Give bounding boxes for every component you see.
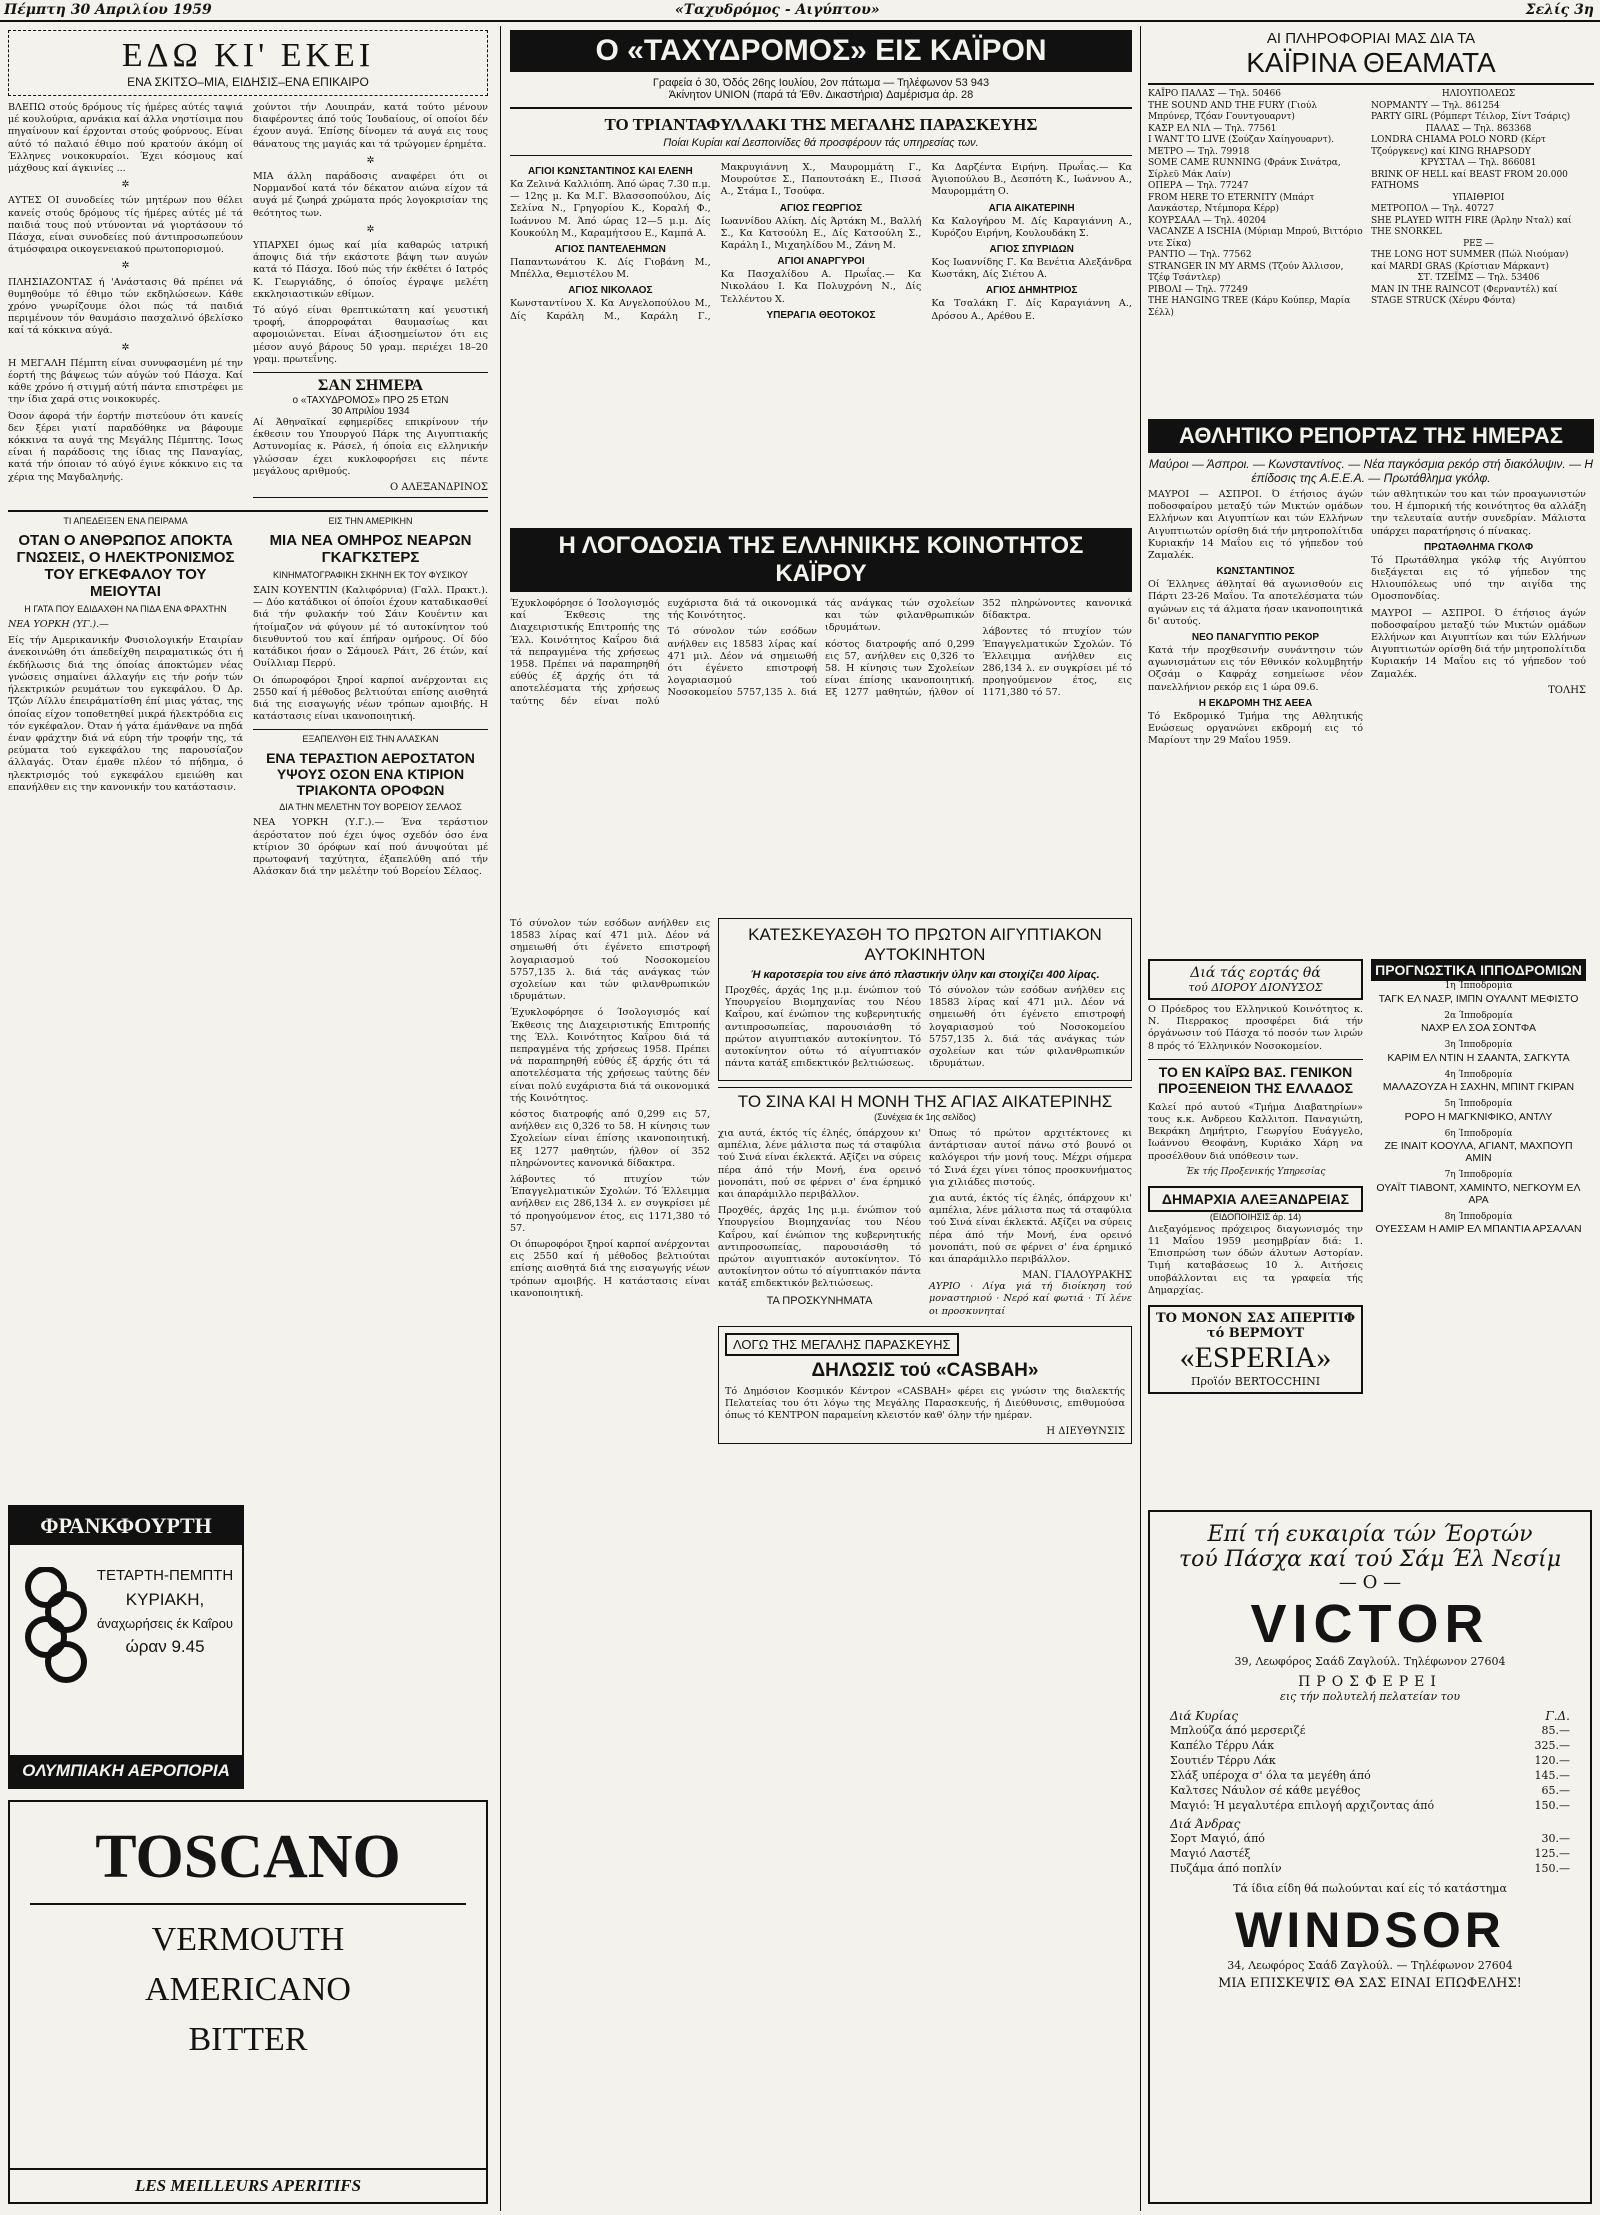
edo-subtitle: ΕΝΑ ΣΚΙΤΣΟ–ΜΙΑ, ΕΙΔΗΣΙΣ–ΕΝΑ ΕΠΙΚΑΙΡΟ: [127, 75, 369, 89]
cinema-name: ΡΙΒΟΛΙ — Τηλ. 77249: [1148, 284, 1248, 295]
paragraph: Καλεί πρό αυτού «Τμήμα Διαβατηρίων» τους κ.κ. Ανδρεου Καλλιτοπ. Παναγιώτη, Βεκράκη Δημήτριο, Γεωργίου Ευάγγελο, Ιωάννου Θεοφάνη, Κυριάκο Χάρη να προσέλθουν διά υπόθεσιν των.: [1148, 1101, 1363, 1162]
subhead: ΚΩΝΣΤΑΝΤΙΝΟΣ: [1216, 566, 1295, 578]
paragraph: Προχθές, άρχάς 1ης μ.μ. ένώπιον τού Υπουργείου Βιομηχανίας του Νέου Καΐρου, καί ένώπιον της κυβερνητικής αντιπροσωπείας, παρουσιάσθη τό πρώτον αιγυπτιακόν αυτοκίνητον. Τό αυτοκίνητον ούτω τό αίγυπτιακόν πάντα κατάξ επιδεκτικόν βελτιώσεως.: [718, 1205, 921, 1290]
paragraph: Κατά τήν προχθεσινήν συνάντησιν τών αγωνισμάτων εις τόν Εθνικόν κολυμβητήν Οζσάμ ο Καφράχ εσημείωσε νέον πανελλήνιον ρεκόρ εις 1 ώρα 09.6.: [1148, 645, 1363, 693]
masthead-paper: «Ταχυδρόμος - Αιγύπτου»: [675, 2, 880, 18]
ippo-title: ΠΡΟΓΝΩΣΤΙΚΑ ΙΠΠΟΔΡΟΜΙΩΝ: [1371, 959, 1586, 981]
church-text: Κα Ζελινά Καλλιόπη. Άπό ώρας 7.30 π.μ. — 12ης μ. Κα Μ.Γ. Βλασσοπούλου, Δίς Σελίνα Ν., Γρηγορίου Κ., Κοραλή Φ., Ιωάννου Μ. Άπό ώρας 12—5 μ.μ. Δίς Κουκούλη Μ., Καραμήτσου Ε., Καμπά Α.: [510, 179, 711, 239]
paragraph: Οί Έλληνες άθληταί θά αγωνισθούν εις Πάρτι 23-26 Μαΐου. Τα αποτελέσματα τών αγώνων εις τά άλματα ήσαν ικανοποιητικά δι' αυτούς.: [1148, 579, 1363, 627]
race-label: 2α Ίπποδρομία: [1444, 1010, 1513, 1021]
paragraph: ΣΑΙΝ ΚΟΥΕΝΤΙΝ (Καλιφόρνια) (Γαλλ. Πρακτ.).— Δύο κατάδικοι οί όποίοι έχουν καταδικασθεί διά τήν φυλακήν τού Σάιν Κουέντιν και ήτοίμαζον νά φύγουν μέ τό αυτοκίνητον τού διευθυντού του καί έπήραν ομήρους. Οί δύο κατάδικοι ήσαν ο Σάμουελ Ράιτ, 26 έτών, καί Ουίλλιαμ Περρύ.: [253, 585, 488, 670]
cinema-name: ΚΟΥΡΣΑΑΛ — Τηλ. 40204: [1148, 215, 1267, 226]
esperia-l2: τό ΒΕΡΜΟΥΤ: [1206, 1326, 1305, 1342]
katask-sub: Ή καροτσερία του είνε άπό πλαστικήν ύλην και στοιχίζει 400 λίρας.: [750, 969, 1100, 981]
paragraph: χια αυτά, έκτός τίς έληές, όπάρχουν κι' αμπέλια, λένε μάλιστα πως τά σταφύλια τού Σινά είναι έκλεκτά. Αξίζει να σύρεις πέρα άπό τήν Μονή, ένα ορεινό μονοπάτι, πού σε φέρνει σ' ένα έρημικό και άπαράμιλλο περιβάλλον.: [718, 1127, 921, 1200]
church-text: Κωνσταντίνου Χ. Κα Ανγελοπούλου Μ., Δίς Καράλη Μ., Καράλη Γ., Μακρυγιάννη Χ., Μαυρομμάτη Γ., Μουρούτσε Σ., Παπουτσάκη Ε., Πισσά Α., Στάμα Ι., Τσούφα.: [510, 162, 922, 322]
race-horses: ΤΑΓΚ ΕΛ ΝΑΣΡ, ΙΜΠΝ ΟΥΑΛΝΤ ΜΕΦΙΣΤΟ: [1378, 992, 1579, 1005]
asterisk: ✲: [121, 341, 130, 353]
triantafyllaki-title: ΤΟ ΤΡΙΑΝΤΑΦΥΛΛΑΚΙ ΤΗΣ ΜΕΓΑΛΗΣ ΠΑΡΑΣΚΕΥΗΣ: [604, 115, 1038, 134]
sina-section: [718, 1087, 1132, 1317]
dimarx-title: ΔΗΜΑΡΧΙΑ ΑΛΕΞΑΝΔΡΕΙΑΣ: [1148, 1186, 1363, 1212]
peirama-label: ΤΙ ΑΠΕΔΕΙΞΕΝ ΕΝΑ ΠΕΙΡΑΜΑ: [63, 516, 188, 527]
sina-title: ΤΟ ΣΙΝΑ ΚΑΙ Η ΜΟΝΗ ΤΗΣ ΑΓΙΑΣ ΑΙΚΑΤΕΡΙΝΗΣ: [737, 1092, 1113, 1112]
paragraph: Τό αύγό είναι θρεπτικώτατη καί γευστική τροφή, άπορροφάται θαυμασίως και αφομοιώνεται. Είναι άξιοσημείωτον ότι εις μέσον αυγό βάρους 50 γραμ. περιέχει 18–20 γραμ. πρωτεΐνης.: [253, 305, 488, 365]
dimarx-sub: (ΕΙΔΟΠΟΙΗΣΙΣ άρ. 14): [1209, 1212, 1302, 1223]
church-text: Ιωαννίδου Αλίκη. Δίς Άρτάκη Μ., Βαλλή Σ., Κα Κατσούλη Ε., Δίς Κατσούλη Σ., Καράλη Ι., Μιχαηλίδου Μ., Ζάνη Μ.: [720, 215, 922, 252]
victor-l2: τού Πάσχα καί τού Σάμ Έλ Νεσίμ: [1178, 1547, 1562, 1572]
asterisk: ✲: [121, 179, 130, 191]
paragraph: ΜΑΥΡΟΙ — ΑΣΠΡΟΙ. Ό έτήσιος άγών ποδοσφαίρου μεταξύ τών Μικτών ομάδων Ελλήνων και Αιγυπτίων και τών Ελλήνων Αιγυπτιωτών ορίσθη διά τήν μητροπολίτιδα Κυριακήν 14 Μαΐου εις τό γήπεδον τού Ζαμαλέκ.: [1371, 607, 1586, 680]
victor-addr: 39, Λεωφόρος Σαάδ Ζαγλούλ. Τηλέφωνον 27604: [1234, 1655, 1506, 1668]
race-horses: ΚΑΡΙΜ ΕΛ ΝΤΙΝ Η ΣΑΑΝΤΑ, ΣΑΓΚΥΤΑ: [1387, 1051, 1570, 1064]
price-item: Μπλούζα άπό μερσεριζέ: [1170, 1724, 1306, 1737]
toscano-tag: LES MEILLEURS APERITIFS: [10, 2168, 486, 2196]
paragraph: Προχθές, άρχάς 1ης μ.μ. ένώπιον τού Υπουργείου Βιομηχανίας του Νέου Καΐρου, καί ένώπιον της κυβερνητικής αντιπροσωπείας, παρουσιάσθη τό πρώτον αιγυπτιακόν αυτοκίνητον. Τό αυτοκίνητον ούτω τό αίγυπτιακόν πάντα κατάξ επιδεκτικόν βελτιώσεως.: [725, 985, 921, 1070]
proxenio-title: ΤΟ ΕΝ ΚΑΪΡΩ ΒΑΣ. ΓΕΝΙΚΟΝ ΠΡΟΞΕΝΕΙΟΝ ΤΗΣ ΕΛΛΑΔΟΣ: [1148, 1059, 1363, 1096]
edo-col-b: [253, 102, 488, 504]
esperia-l1: ΤΟ ΜΟΝΟΝ ΣΑΣ ΑΠΕΡΙΤΙΦ: [1155, 1311, 1356, 1327]
logodosia-extra: [510, 918, 710, 1444]
church-name: ΑΓΙΟΙ ΚΩΝΣΤΑΝΤΙΝΟΣ ΚΑΙ ΕΛΕΝΗ: [527, 166, 693, 177]
race-label: 3η Ίπποδρομία: [1444, 1040, 1513, 1050]
sport-sub: Μαύροι — Άσπροι. — Κωνσταντίνος. — Νέα παγκόσμια ρεκόρ στή διακόλυψιν. — Η έπίδοσις της Α.Ε.Ε.Α. — Πρωτάθλημα γκόλφ.: [1148, 457, 1594, 485]
cinema-film: I WANT TO LIVE (Σούζαν Χαίηγουαρντ).: [1148, 135, 1335, 145]
price-item: Σλάξ υπέροχα σ' όλα τα μεγέθη άπό: [1170, 1769, 1371, 1782]
frankfurt-ad: [8, 1505, 244, 1789]
price-value: 150.—: [1534, 1862, 1570, 1875]
price-value: 65.—: [1541, 1784, 1570, 1797]
sport-signature: ΤΟΛΗΣ: [1548, 684, 1586, 696]
paragraph: ΑΥΡΙΟ · Λίγα γιά τή διοίκηση τού μοναστηριού · Νερό καί φωτιά · Τί λένε οι προσκυνηταί: [929, 1281, 1132, 1317]
church-text: Κα Καλογήρου Μ. Δίς Καραγιάννη Α., Κυρόζου Ειρήνη, Κουλουδάκη Σ.: [931, 215, 1132, 239]
price-item: Καπέλο Τέρρυ Λάκ: [1170, 1739, 1275, 1752]
paragraph: χούντοι τήν Λουιπράν, κατά τούτο μένουν διαφέροντες άπό τούς Ίουδαίους, οί οποίοι δέν έχουν αυγά. Έπίσης δίνομεν τά αυγά εις τους θάνατους της μαγιάς και τά τρώγομεν έρημέτα.: [253, 102, 488, 150]
san-simera-sub: ο «ΤΑΧΥΔΡΟΜΟΣ» ΠΡΟ 25 ΕΤΩΝ: [292, 395, 449, 407]
cinema-film: BRINK OF HELL καί BEAST FROM 20.000 FATHOMS: [1371, 169, 1568, 191]
race-horses: ΟΥΑΪΤ ΤΙΑΒΟΝΤ, ΧΑΜΙΝΤΟ, ΝΕΓΚΟΥΜ ΕΛ ΑΡΑ: [1376, 1181, 1581, 1206]
san-simera-date: 30 Απριλίου 1934: [331, 406, 410, 418]
victor-l3: — Ο —: [1338, 1572, 1402, 1593]
frankfurt-city: ΦΡΑΝΚΦΟΥΡΤΗ: [10, 1507, 242, 1545]
masthead-bar: [0, 0, 1600, 22]
paragraph: χια αυτά, έκτός τίς έληές, όπάρχουν κι' αμπέλια, λένε μάλιστα πως τά σταφύλια τού Σινά είναι έκλεκτά. Αξίζει να σύρεις πέρα άπό τήν Μονή, ένα ορεινό μονοπάτι, πού σε φέρνει σ' ένα έρημικό και άπαράμιλλο περιβάλλον.: [929, 1192, 1132, 1265]
asterisk: ✲: [121, 260, 130, 272]
subhead: Η ΕΚΔΡΟΜΗ ΤΗΣ ΑΕΕΑ: [1198, 697, 1313, 709]
paragraph: ΜΑΥΡΟΙ — ΑΣΠΡΟΙ. Ό έτήσιος άγών ποδοσφαίρου μεταξύ τών Μικτών ομάδων Ελλήνων και Αιγυπτίων και τών Ελλήνων Αιγυπτιωτών ορίσθη διά τήν μητροπολίτιδα Κυριακήν 14 Μαΐου εις τό γήπεδον τού Ζαμαλέκ.: [1148, 489, 1363, 562]
cinema-film: STRANGER IN MY ARMS (Τζούν Άλλισον, Τζέφ Τσάντλερ): [1148, 261, 1344, 283]
cinema-film: THE SOUND AND THE FURY (Γιούλ Μπρύνερ, Τζόαν Γουντγουαρντ): [1148, 100, 1318, 122]
casbah-box: [718, 1326, 1132, 1445]
victor-prosf-sub: εις τήν πολυτελή πελατείαν του: [1279, 1690, 1461, 1703]
victor-gents: Διά Άνδρας: [1170, 1817, 1241, 1831]
victor-brand: VICTOR: [1250, 1594, 1490, 1654]
frankfurt-time: ώραν 9.45: [125, 1637, 205, 1656]
victor-l1: Επί τή ευκαιρία τών Έορτών: [1207, 1522, 1533, 1547]
cinema-name: ΚΑΪΡΟ ΠΑΛΑΣ — Τηλ. 50466: [1148, 89, 1281, 99]
price-row: [1170, 1783, 1570, 1798]
price-item: Σορτ Μαγιό, άπό: [1170, 1832, 1265, 1845]
gangsters-headline: ΜΙΑ ΝΕΑ ΟΜΗΡΟΣ ΝΕΑΡΩΝ ΓΚΑΓΚΣΤΕΡΣ: [269, 531, 472, 566]
alaska-headline: ΕΝΑ ΤΕΡΑΣΤΙΟΝ ΑΕΡΟΣΤΑΤΟΝ ΥΨΟΥΣ ΟΣΟΝ ΕΝΑ ΚΤΙΡΙΟΝ ΤΡΙΑΚΟΝΤΑ ΟΡΟΦΩΝ: [266, 749, 475, 798]
cinema-film: PARTY GIRL (Ρόμπερτ Τέιλορ, Σίντ Τσάρις): [1371, 112, 1571, 122]
column-left: [8, 30, 488, 2210]
gangsters-sub: ΚΙΝΗΜΑΤΟΓΡΑΦΙΚΗ ΣΚΗΝΗ ΕΚ ΤΟΥ ΦΥΣΙΚΟΥ: [272, 569, 469, 580]
race-label: 5η Ίπποδρομία: [1444, 1099, 1513, 1109]
church-name: ΑΓΙΟΙ ΑΝΑΡΓΥΡΟΙ: [777, 256, 865, 268]
paragraph: Έχυκλοφόρησε ό Ίσολογισμός καί Έκθεσις της Διαχειριστικής Επιτροπής της Έλλ. Κοινότητος Καΐρου διά τά πεπραγμένα τής χρήσεως 1958. Πρέπει νά παραπηρηθή εύθύς έξ άρχής ότι τά αποτελέσματα τής χρήσεως ταύτης δέν είναι πολύ ευχάριστα διά τά οικονομικά τής Κοινότητος.: [510, 598, 817, 707]
race-label: 8η Ίπποδρομία: [1444, 1211, 1513, 1222]
paragraph: ΠΛΗΣΙΑΖΟΝΤΑΣ ή 'Ανάστασις θά πρέπει νά θυμηθούμε τό έθιμο τών εκδηλώσεων. Κάθε χρόνο γνωρίζουμε όλοι πώς τά παιδιά περιμένουν τόν θαυμάσιο πασχαλινό όβελίσκο καί τά κόκκινα αύγά.: [8, 276, 243, 337]
column-middle: [510, 30, 1132, 2210]
peirama-sub: Η ΓΑΤΑ ΠΟΥ ΕΔΙΔΑΧΘΗ ΝΑ ΠΙΔΑ ΕΝΑ ΦΡΑΧΤΗΝ: [24, 603, 227, 614]
column-right: [1148, 30, 1594, 2210]
price-item: Καλτσες Νάυλον σέ κάθε μεγέθος: [1170, 1784, 1361, 1797]
price-value: 120.—: [1534, 1754, 1570, 1767]
price-value: 150.—: [1534, 1799, 1570, 1812]
toscano-l3: BITTER: [188, 2021, 308, 2058]
cinema-name: ΗΛΙΟΥΠΟΛΕΩΣ: [1441, 89, 1516, 99]
cinema-film: LONDRA CHIAMA POLO NORD (Κέρτ Τζούργκενς) καί KING RHAPSODY: [1371, 135, 1546, 157]
masthead-date: Πέμπτη 30 Απριλίου 1959: [4, 2, 212, 18]
cinema-film: THE HANGING TREE (Κάρυ Κούπερ, Μαρία Σέλλ): [1148, 296, 1351, 318]
cinema-name: ΣΤ. ΤΖΕΪΜΣ — Τηλ. 53406: [1417, 273, 1540, 283]
victor-ad: [1148, 1510, 1592, 2204]
frankfurt-airline: ΟΛΥΜΠΙΑΚΗ ΑΕΡΟΠΟΡΙΑ: [10, 1755, 242, 1787]
subhead: ΝΕΟ ΠΑΝΑΓΥΠΤΙΟ ΡΕΚΟΡ: [1191, 632, 1320, 644]
cinema-film: MAN IN THE RAINCOT (Φερναντέλ) καί STAGE STRUCK (Χένρυ Φόντα): [1371, 284, 1558, 306]
cinema-name: ΠΑΛΑΣ — Τηλ. 863368: [1425, 123, 1532, 134]
church-text: Κα Πασχαλίδου Α. Πρωΐας.— Κα Νικολάου Ι. Κα Πολυχρόνη Ν., Δίς Τελλέντου Χ.: [720, 269, 922, 305]
price-row: [1170, 1738, 1570, 1753]
price-value: 30.—: [1541, 1832, 1570, 1845]
kairo-title: Ο «ΤΑΧΥΔΡΟΜΟΣ» ΕΙΣ ΚΑΪΡΟΝ: [510, 30, 1132, 72]
cinema-name: ΟΠΕΡΑ — Τηλ. 77247: [1148, 181, 1249, 191]
windsor-brand: WINDSOR: [1235, 1902, 1505, 1958]
olympic-rings-icon: [16, 1567, 96, 1687]
victor-last: Τά ίδια είδη θά πωλούνται καί είς τό κατάστημα: [1233, 1882, 1507, 1895]
victor-prosf: ΠΡΟΣΦΕΡΕΙ: [1298, 1674, 1442, 1690]
paragraph: ΜΙΑ άλλη παράδοσις αναφέρει ότι οι Νορμανδοί κατά τόν δέκατον αιώνα είχον τά αυγά μέ ζωηρά χρώματα πρός λογοκρισίαν της θεότητος των.: [253, 171, 488, 219]
church-name: ΑΓΙΟΣ ΝΙΚΟΛΑΟΣ: [568, 285, 653, 297]
sina-signature: ΜΑΝ. ΓΙΑΛΟΥΡΑΚΗΣ: [1022, 1270, 1132, 1282]
church-name: ΑΓΙΟΣ ΔΗΜΗΤΡΙΟΣ: [985, 285, 1078, 297]
race-horses: ΝΑΧΡ ΕΛ ΣΟΑ ΣΟΝΤΦΑ: [1420, 1022, 1537, 1034]
price-row: [1170, 1846, 1570, 1861]
triantafyllaki-sub: Ποίαι Κυρίαι καί Δεσποινίδες θά προσφέρουν τάς υπηρεσίας των.: [663, 137, 979, 149]
katask-title: ΚΑΤΕΣΚΕΥΑΣΘΗ ΤΟ ΠΡΩΤΟΝ ΑΙΓΥΠΤΙΑΚΟΝ ΑΥΤΟΚΙΝΗΤΟΝ: [748, 925, 1102, 964]
price-value: 145.—: [1534, 1769, 1570, 1782]
lower-right: [1148, 959, 1594, 1394]
price-item: Σουτιέν Τέρρυ Λάκ: [1170, 1754, 1276, 1767]
cinema-listing: [1148, 89, 1594, 419]
dateline: ΝΕΑ ΥΟΡΚΗ (ΥΓ.).—: [8, 619, 109, 631]
windsor-tag: ΜΙΑ ΕΠΙΣΚΕΨΙΣ ΘΑ ΣΑΣ ΕΙΝΑΙ ΕΠΩΦΕΛΗΣ!: [1218, 1976, 1522, 1991]
paragraph: Τό σύνολον τών εσόδων ανήλθεν εις 18583 λίρας καί 471 μιλ. Δέον νά σημειωθή ότι έγένετο επιστροφή λογαριασμού τού Νοσοκομείου 5757,135 λ. διά τάς ανάγκας τών σχολείων και τών φιλανθρωπικών ιδρυμάτων.: [667, 598, 975, 699]
proskyn-title: ΤΑ ΠΡΟΣΚΥΝΗΜΑΤΑ: [766, 1294, 873, 1307]
alaska-sub: ΔΙΑ ΤΗΝ ΜΕΛΕΤΗΝ ΤΟΥ ΒΟΡΕΙΟΥ ΣΕΛΑΟΣ: [279, 801, 462, 812]
paragraph: Έχυκλοφόρησε ό Ίσολογισμός καί Έκθεσις της Διαχειριστικής Επιτροπής της Έλλ. Κοινότητος Καΐρου διά τά πεπραγμένα τής χρήσεως 1958. Πρέπει νά παραπηρηθή εύθύς έξ άρχής ότι τά αποτελέσματα τής χρήσεως ταύτης δέν είναι πολύ ευχάριστα διά τά οικονομικά τής Κοινότητος.: [510, 1007, 710, 1104]
windsor-addr: 34, Λεωφόρος Σαάδ Ζαγλούλ. — Τηλέφωνον 27604: [1227, 1959, 1513, 1972]
paragraph: Τό σύνολον τών εσόδων ανήλθεν εις 18583 λίρας καί 471 μιλ. Δέον νά σημειωθή ότι έγένετο επιστροφή λογαριασμού τού Νοσοκομείου 5757,135 λ. διά τάς ανάγκας τών σχολείων και τών φιλανθρωπικών ιδρυμάτων.: [510, 918, 710, 1003]
church-name: ΑΓΙΟΣ ΓΕΩΡΓΙΟΣ: [779, 202, 863, 214]
cinema-name: ΡΑΝΤΙΟ — Τηλ. 77562: [1148, 250, 1252, 260]
column-rule: [1140, 26, 1141, 2211]
peirama-headline: ΟΤΑΝ Ο ΑΝΘΡΩΠΟΣ ΑΠΟΚΤΑ ΓΝΩΣΕΙΣ, Ο ΗΛΕΚΤΡΟΝΙΣΜΟΣ ΤΟΥ ΕΓΚΕΦΑΛΟΥ ΤΟΥ ΜΕΙΟΥΤΑΙ: [16, 531, 235, 600]
paragraph: Η ΜΕΓΑΛΗ Πέμπτη είναι συνυφασμένη μέ την έορτή της βάψεως τών αύγών τού Πάσχα. Καί κάθε χρόνο ή στιγμή αύτή πάντα επιστρέφει με την ίδια χαρά στις νοικοκυρές.: [8, 357, 243, 406]
paragraph: Ο Πρόεδρος του Ελληνικού Κοινότητος κ. Ν. Πιερρακος προσφέρει διά τήν όργάνωσιν τού Πάσχα τό ποσόν των λιρών 8 πρός τό Έλληνικόν Νοσοκομείον.: [1148, 1004, 1363, 1052]
frankfurt-line: άναχωρήσεις έκ Καΐρου: [97, 1616, 233, 1631]
cinema-film: SOME CAME RUNNING (Φράνκ Σινάτρα, Σίρλεϋ Μάκ Λαίν): [1148, 158, 1341, 180]
cinema-film: ΝΟΡΜΑΝΤΥ — Τηλ. 861254: [1371, 100, 1500, 111]
paragraph: Διεξαγόμενος πρόχειρος διαγωνισμός την 11 Μαΐου 1959 μεσημβρίαν διά: 1. Έπισπρώση των όδών άλυτων Αστορίαν. Τιμή καταβάσεως 10 λ. Αιτήσεις υποβάλλονται εις τα γραφεία τής Δημαρχίας.: [1148, 1223, 1363, 1296]
dilosis-title: ΔΗΛΩΣΙΣ τού «CASBAH»: [811, 1359, 1039, 1381]
church-text: Κος Ιωαννίδης Γ. Κα Βενέτια Αλεξάνδρα Κωστάκη, Δίς Σιέτου Α.: [931, 257, 1132, 281]
dionysos-l1: Διά τάς εορτάς θά: [1190, 965, 1321, 981]
price-item: Μαγιό Λαστέξ: [1170, 1847, 1251, 1860]
edo-col-a: [8, 102, 243, 504]
paragraph: λάβοντες τό πτυχίον τών Έπαγγελματικών Σχολών. Τό Έλλειμμα ανήλθεν εις 286,134 λ. εν συγκρίσει μέ τό προηγούμενον έτος, εις 1171,380 τό 57.: [510, 1174, 710, 1234]
paragraph: ΝΕΑ ΥΟΡΚΗ (Υ.Γ.).— Ένα τεράστιον άερόστατον πού έχει ύψος σχεδόν όσο ένα κτίριον 30 όρόφων καί πού άνυψούται μέ πρωτοφανή ταχύτητα, έξαπελύθη από τήν Αλάσκαν διά την μελέτην τού Βορείου Σέλαος.: [253, 817, 488, 878]
asterisk: ✲: [366, 154, 375, 166]
price-row: [1170, 1723, 1570, 1738]
edo-ki-ekei-box: [8, 30, 488, 96]
paragraph: Τό Πρωτάθλημα γκόλφ τής Αιγύπτου διεξάγεται εις τό γήπεδον της Ηλιουπόλεως υπό την αιγίδα της Ομοσπονδίας.: [1371, 554, 1586, 603]
kairo-addr1: Γραφεία ό 30, Όδός 26ης Ιουλίου, 2ον πάτωμα — Τηλέφωνον 53 943: [652, 77, 990, 89]
kairo-addr2: Άκίνητον UNION (παρά τά Έθν. Δικαστήρια) Δαμέρισμα άρ. 28: [668, 88, 974, 101]
masthead-page: Σελίς 3η: [1525, 2, 1594, 18]
asterisk: ✲: [366, 223, 375, 235]
frankfurt-days2: ΚΥΡΙΑΚΗ,: [125, 1590, 205, 1609]
alaska-label: ΕΞΑΠΕΛΥΘΗ ΕΙΣ ΤΗΝ ΑΛΑΣΚΑΝ: [302, 734, 439, 745]
price-item: Μαγιό: Ή μεγαλυτέρα επιλογή αρχιζοντας άπό: [1170, 1799, 1435, 1812]
paragraph: ΥΠΑΡΧΕΙ όμως καί μία καθαρώς ιατρική άποψις διά τήν εκάστοτε βάψη των αυγών κατά τό Πάσχα. Ιδού πώς τήν έκθέτει ό Ιατρός Κ. Γεωργιάδης, ό όποίος έγραψε μελέτη εκκλησιαστικών εθίμων.: [253, 240, 488, 300]
paragraph: κόστος διατροφής από 0,299 εις 57, ανήλθεν εις 0,326 το 58. Η κίνησις των Σχολείων είναι έπίσης ικανοποιητική. Εξ 1277 μαθητών, ήλθον οί 352 πληρώνοντες κανονικά δίδακτρα.: [825, 598, 1132, 699]
proxenio-sig: Έκ τής Προξενικής Υπηρεσίας: [1185, 1166, 1326, 1177]
paragraph: κόστος διατροφής από 0,299 εις 57, ανήλθεν εις 0,326 το 58. Η κίνησις των Σχολείων είναι έπίσης ικανοποιητική. Εξ 1277 μαθητών, ήλθον οί 352 πληρώνοντες κανονικά δίδακτρα.: [510, 1109, 710, 1169]
paragraph: Τό Δημόσιον Κοσμικόν Κέντρον «CASBAH» φέρει εις γνώσιν της διαλεκτής Πελατείας του ότι λόγω της Μεγάλης Παρασκευής, ή Διεύθυνσις, επιθυμούσα όπως τό ΚΕΝΤΡΟΝ παραμείνη κλειστόν καθ' όλην τήν ημέραν.: [725, 1385, 1125, 1422]
sina-cont: (Συνέχεια έκ 1ης σελίδος): [874, 1112, 976, 1123]
paragraph: Οι όπωροφόροι ξηροί καρποί ανέρχονται εις 2550 καί ή μέθοδος βελτιούται επίσης αισθητά διά της εισαγωγής νέων τρόπων αμοιβής. Η κατάστασις είναι ικανοποιητική.: [510, 1239, 710, 1299]
info-title: ΑΙ ΠΛΗΡΟΦΟΡΙΑΙ ΜΑΣ ΔΙΑ ΤΑ: [1266, 30, 1476, 47]
toscano-l1: VERMOUTH: [151, 1921, 345, 1958]
race-horses: ΟΥΕΣΣΑΜ Η ΑΜΙΡ ΕΛ ΜΠΑΝΤΙΑ ΑΡΣΑΛΑΝ: [1375, 1223, 1582, 1235]
san-signature: Ο ΑΛΕΞΑΝΔΡΙΝΟΣ: [389, 482, 488, 494]
edo-title: ΕΔΩ ΚΙ' ΕΚΕΙ: [121, 37, 375, 74]
dieuth-signature: Η ΔΙΕΥΘΥΝΣΙΣ: [1046, 1426, 1125, 1438]
cinema-name: ΡΕΞ —: [1463, 238, 1494, 249]
paragraph: Όσον άφορά τήν έορτήν πιστεύουν ότι κανείς δεν ξέρει γιατί παραδόθηκε να βάφουμε κόκκινα τα αυγά της Μεγάλης Πέμπτης. Ίσως είναι ή παράδοσις της ίδιας της Παναγίας, κατά τήν όποιαν τό αύγό έγινε κόκκινο εις τα χέρια της Μαγδαληνής.: [8, 410, 243, 483]
paragraph: λάβοντες τό πτυχίον τών Έπαγγελματικών Σχολών. Τό Έλλειμμα ανήλθεν εις 286,134 λ. εν συγκρίσει μέ τό προηγούμενον έτος, εις 1171,380 τό 57.: [982, 626, 1132, 699]
logo-label: ΛΟΓΩ ΤΗΣ ΜΕΓΑΛΗΣ ΠΑΡΑΣΚΕΥΗΣ: [725, 1333, 959, 1356]
race-label: 7η Ίπποδρομία: [1444, 1170, 1513, 1180]
dionysos-ad: [1148, 959, 1363, 1000]
triantafyllaki-section: [510, 107, 1132, 156]
sport-body: [1148, 489, 1594, 959]
dionysos-l2: τού ΔΙΟΡΟΥ ΔΙΟΝΥΣΟΣ: [1188, 981, 1323, 994]
church-text: Παπαντωνάτου Κ. Δίς Γιοβάνη Μ., Μπέλλα, Θεμιστέλου Μ.: [510, 257, 711, 281]
church-name: ΑΓΙΟΣ ΠΑΝΤΕΛΕΗΜΩΝ: [554, 244, 666, 256]
race-label: 1η Ίπποδρομία: [1444, 981, 1513, 991]
cinema-film: THE LONG HOT SUMMER (Πώλ Νιούμαν) καί MARDI GRAS (Κρίστιαν Μάρκαντ): [1371, 250, 1569, 272]
toscano-l2: AMERICANO: [145, 1971, 351, 2008]
paragraph: Αί Άθηναϊκαί εφημερίδες επικρίνουν τήν έκθεσιν του Υπουργού Πάρκ της Αιγυπτιακής Αστυνομίας κ. Ράσελ, ή όποία εις ελληνικήν γλώσσαν έχει κυκλοφορήσει εις πέντε μεγάλους αριθμούς.: [253, 417, 488, 477]
cinema-name: ΚΑΣΡ ΕΛ ΝΙΛ — Τηλ. 77561: [1148, 123, 1277, 134]
frankfurt-days1: ΤΕΤΑΡΤΗ-ΠΕΜΠΤΗ: [96, 1567, 234, 1584]
cinema-film: FROM HERE TO ETERNITY (Μπάρτ Λανκάστερ, Ντέμπορα Κέρρ): [1148, 192, 1315, 214]
price-row: [1170, 1861, 1570, 1876]
science-section: [8, 510, 488, 882]
price-value: 125.—: [1534, 1847, 1570, 1860]
paragraph: ΑΥΤΕΣ ΟΙ συνοδείες τών μητέρων που θέλει κανείς στούς δρόμους τίς ήμέρες αύτές μέ τά παιδιά τους πού ντύνονται νά γιορτάσουν τό Πάσχα, είναι συνοδείες πού άντιπροσωπεύουν άτμόσφαιρα οικογενειακού πρωτοπορισμού.: [8, 195, 243, 256]
price-value: 85.—: [1541, 1724, 1570, 1737]
church-name: ΑΓΙΑ ΑΙΚΑΤΕΡΙΝΗ: [988, 202, 1075, 214]
church-name: ΑΓΙΟΣ ΣΠΥΡΙΔΩΝ: [989, 244, 1074, 256]
paragraph: τών αθλητικών του και τών προαγωνιστών του. Η έμπορική τής κοινότητος θα αλλάξη την τελευταία αυτήν συνεδρίαν. Μάλιστα υπάρχει παρατήρησις ό πίνακας.: [1371, 489, 1586, 537]
katask-box: [718, 918, 1132, 1081]
sport-title: ΑΘΛΗΤΙΚΟ ΡΕΠΟΡΤΑΖ ΤΗΣ ΗΜΕΡΑΣ: [1148, 419, 1594, 453]
cinema-film: VACANZE A ISCHIA (Μύριαμ Μπρού, Βιττόριο ντε Σίκα): [1148, 227, 1363, 249]
price-row: [1170, 1753, 1570, 1768]
column-rule: [500, 26, 501, 2211]
toscano-ad: [8, 1800, 488, 2204]
race-horses: ΜΑΛΑΖΟΥΖΑ Η ΣΑΧΗΝ, ΜΠΙΝΤ ΓΚΙΡΑΝ: [1382, 1081, 1575, 1093]
price-item: Πυζάμα άπό ποπλίν: [1170, 1862, 1282, 1875]
race-horses: ΖΕ ΙΝΑΙΤ ΚΟΟΥΛΑ, ΑΓΙΑΝΤ, ΜΑΧΠΟΥΠ ΑΜΙΝ: [1384, 1140, 1573, 1164]
church-text: Κα Δαρζέντα Ειρήνη. Πρωΐας.— Κα Άγιοπούλου Β., Δεσπότη Κ., Ιωάννου Α., Μαυρομμάτη Ο.: [931, 162, 1132, 198]
race-label: 4η Ίπποδρομία: [1444, 1069, 1513, 1080]
victor-gd: Γ.Δ.: [1545, 1709, 1570, 1723]
price-row: [1170, 1831, 1570, 1846]
paragraph: Όπως τό πρώτον αρχιτέκτονες κι άντάρτισαν αυτοί πάνω στό βουνό οι καλόγεροι τήν μονή τους. Μέχρι σήμερα τό Σινά έχει γίνει τόπος προσκυνήματος για χιλιάδες πιστούς.: [929, 1127, 1132, 1188]
paragraph: Οι όπωροφόροι ξηροί καρποί ανέρχονται εις 2550 καί ή μέθοδος βελτιούται επίσης αισθητά διά της εισαγωγής νέων τρόπων αμοιβής. Η κατάστασις είναι ικανοποιητική.: [253, 674, 488, 723]
church-text: Κα Τσαλάκη Γ. Δίς Καραγιάννη Α., Δρόσου Α., Αρέθου Ε.: [931, 298, 1132, 322]
race-horses: ΡΟΡΟ Η ΜΑΓΚΝΙΦΙΚΟ, ΑΝΤΛΥ: [1404, 1110, 1553, 1123]
cinema-name: ΚΡΥΣΤΑΛ — Τηλ. 866081: [1420, 158, 1537, 168]
paragraph: Τό σύνολον τών εσόδων ανήλθεν εις 18583 λίρας καί 471 μιλ. Δέον νά σημειωθή ότι έγένετο επιστροφή λογαριασμού τού Νοσοκομείου 5757,135 λ. διά τάς ανάγκας τών σχολείων και τών φιλανθρωπικών ιδρυμάτων.: [929, 985, 1125, 1070]
cinema-name: ΜΕΤΡΟ — Τηλ. 79918: [1148, 146, 1250, 157]
race-label: 6η Ίπποδρομία: [1444, 1128, 1513, 1139]
churches-list: [510, 162, 1132, 522]
san-simera-title: ΣΑΝ ΣΗΜΕΡΑ: [317, 377, 424, 395]
san-simera-box: [253, 372, 488, 498]
america-label: ΕΙΣ ΤΗΝ ΑΜΕΡΙΚΗΝ: [328, 516, 413, 527]
price-row: [1170, 1798, 1570, 1813]
price-row: [1170, 1768, 1570, 1783]
esperia-l3: Προϊόν BERTOCCHINI: [1190, 1375, 1321, 1389]
price-value: 325.—: [1534, 1739, 1570, 1752]
esperia-brand: «ESPERIA»: [1179, 1341, 1332, 1375]
toscano-brand: TOSCANO: [30, 1812, 466, 1905]
victor-ladies: Διά Κυρίας: [1170, 1709, 1239, 1723]
esperia-ad: [1148, 1305, 1363, 1394]
cinema-film: SHE PLAYED WITH FIRE (Άρλην Νταλ) καί THE SNORKEL: [1371, 215, 1572, 237]
paragraph: Τό Εκδρομικό Τμήμα της Αθλητικής Ενώσεως οργανώνει εκδρομή εις τό Μαρίουτ την 29 Μαΐου 1959.: [1148, 710, 1363, 747]
paragraph: Είς τήν Αμερικανικήν Φυσιολογικήν Εταιρίαν άνεκοινώθη ότι άπεδείχθη πειραματικώς ότι ή έκδήλωσις διά της όποίας άποκτώμεν νέας γνώσεις σημαίνει άλλαγήν εις τήν ροήν τών ήλεκτρικών ρευμάτων του εγκεφάλου. Ό Δρ. Τζών Λίλλυ έπειράματίσθη έπί μιας γάτας, της όποίας είχον τοποθετηθεί μικρά ήλεκτρόδια εις τόν εγκέφαλον. Όταν ή γάτα έμάνθανε να πηδά έναν φράχτην διά νά εύρη τήν τροφήν της, τά ρεύματα τού εγκεφάλου της παρουσίαζον άλλαγάς. Όταν έμαθε πλέον τό πήδημα, ό ηλεκτρισμός τού εγκεφάλου εμειώθη και επανήλθεν εις την κανονικήν του κατάστασιν.: [8, 635, 243, 793]
church-name: ΥΠΕΡΑΓΙΑ ΘΕΟΤΟΚΟΣ: [766, 309, 876, 321]
subhead: ΠΡΩΤΑΘΛΗΜΑ ΓΚΟΛΦ: [1423, 541, 1534, 553]
logodosia-body: [510, 598, 1132, 918]
cinema-name: ΥΠΑΙΘΡΙΟΙ: [1452, 192, 1505, 203]
paragraph: ΒΛΕΠΩ στούς δρόμους τίς ήμέρες αύτές ταψιά μέ κουλούρια, αρνάκια καί άλλα νηστίσιμα που πηγαίνουν καί έρχονται στούς φούρνους. Είναι αύτό τό παλαιό έθιμο πού κρατούν άκόμη οί Έλληνες νοικοκυραίοι. Έχει κόσμους καί μάχθους καί άγκινίες ...: [8, 102, 243, 175]
cinema-film: ΜΕΤΡΟΠΟΛ — Τηλ. 40727: [1371, 204, 1495, 214]
cinema-title: ΚΑΪΡΙΝΑ ΘΕΑΜΑΤΑ: [1148, 47, 1594, 85]
logodosia-title: Η ΛΟΓΟΔΟΣΙΑ ΤΗΣ ΕΛΛΗΝΙΚΗΣ ΚΟΙΝΟΤΗΤΟΣ ΚΑΪΡΟΥ: [510, 528, 1132, 592]
